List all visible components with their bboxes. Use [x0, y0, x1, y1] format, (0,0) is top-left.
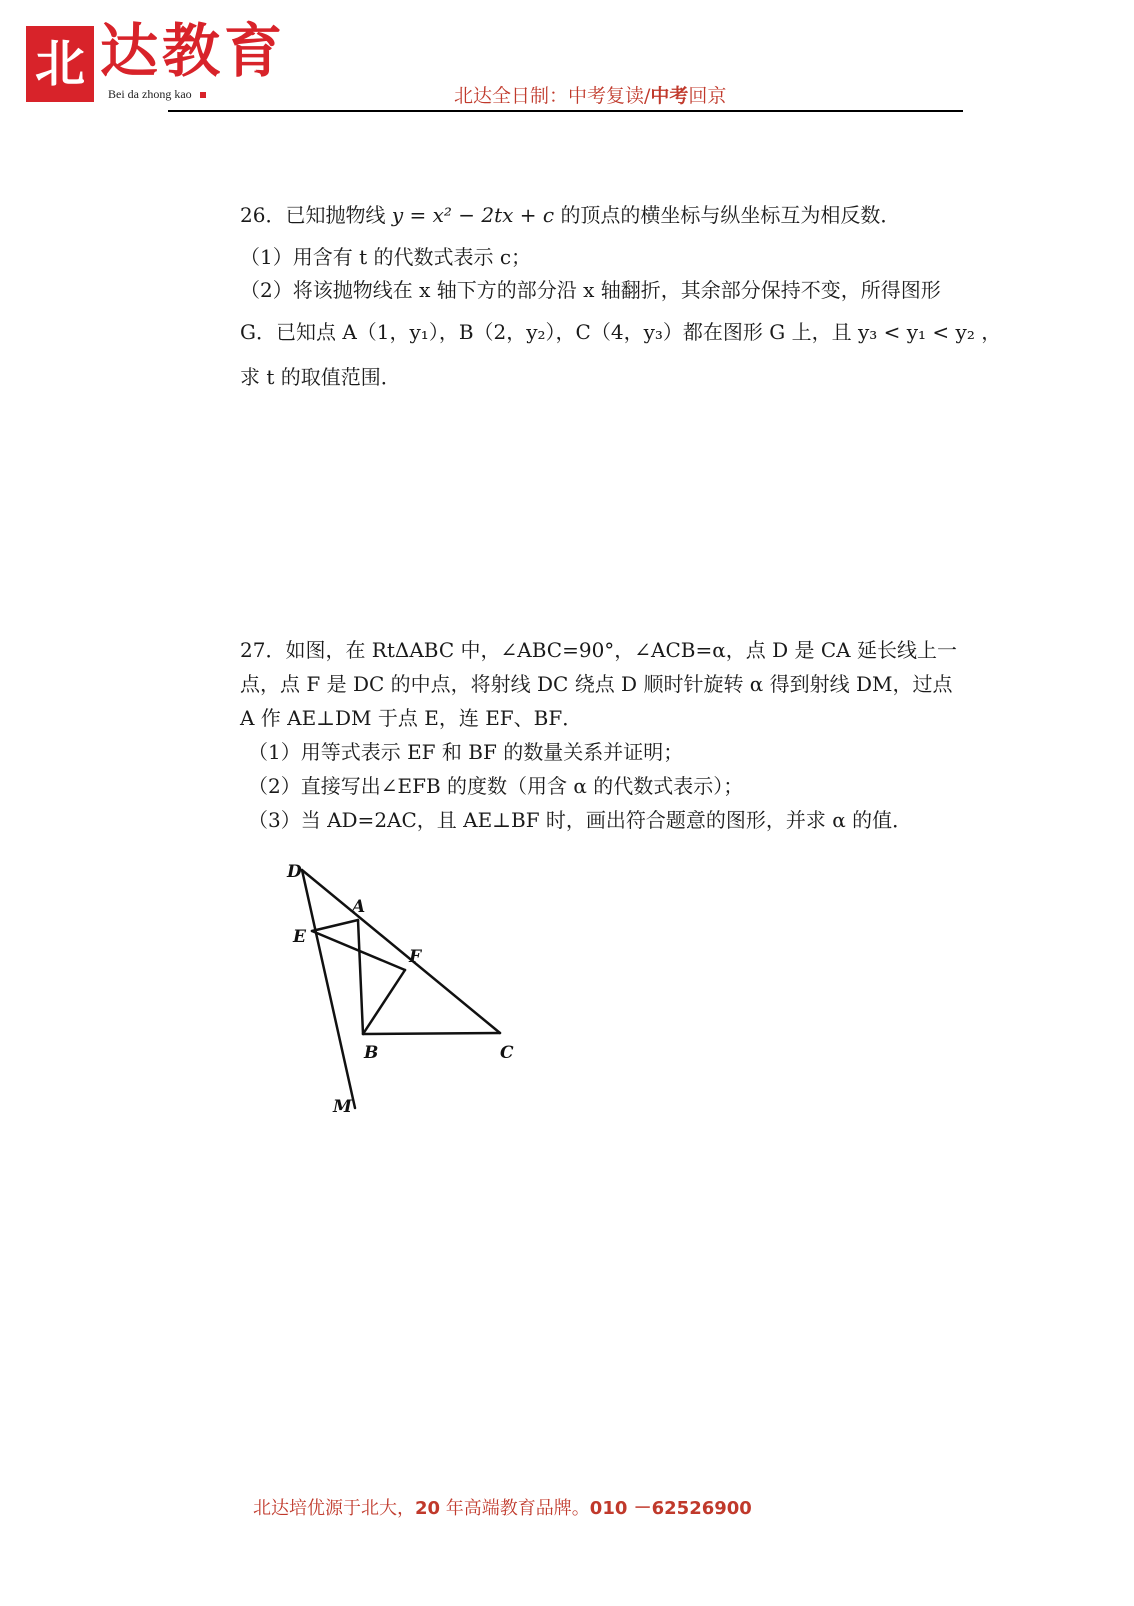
label-f: F	[409, 947, 422, 967]
tagline-bold: 中考	[650, 85, 689, 107]
q26-part2-line1: （2）将该抛物线在 x 轴下方的部分沿 x 轴翻折，其余部分保持不变，所得图形	[240, 278, 941, 302]
q26-formula: y = x² − 2tx + c	[391, 203, 555, 227]
header-tagline	[454, 87, 726, 106]
label-c: C	[500, 1043, 514, 1063]
q27-part2: （2）直接写出∠EFB 的度数（用含 α 的代数式表示）；	[248, 774, 744, 798]
q26-stem	[240, 203, 900, 228]
q26-stem-pre: 26．已知抛物线	[240, 203, 386, 227]
footer-text-mid: 年高端教育品牌。	[440, 1498, 590, 1519]
q26-stem-post: 的顶点的横坐标与纵坐标互为相反数．	[560, 203, 901, 227]
q27-part1: （1）用等式表示 EF 和 BF 的数量关系并证明；	[248, 740, 684, 764]
label-d: D	[287, 862, 302, 882]
q27-stem-line2: 点，点 F 是 DC 的中点，将射线 DC 绕点 D 顺时针旋转 α 得到射线 DM，过点	[240, 672, 953, 696]
footer-text-pre: 北达培优源于北大，	[253, 1498, 415, 1519]
geometry-figure	[270, 860, 530, 1120]
q26-part1: （1）用含有 t 的代数式表示 c；	[240, 245, 532, 269]
q27-stem-line3: A 作 AE⊥DM 于点 E，连 EF、BF．	[240, 706, 583, 730]
segment-ae	[312, 920, 358, 931]
logo-mark: 北	[26, 26, 94, 102]
label-e: E	[293, 927, 306, 947]
tagline-prefix: 北达全日制：中考复读/	[454, 85, 651, 107]
logo-subtitle: Bei da zhong kao	[108, 87, 206, 102]
q27-part3: （3）当 AD=2AC，且 AE⊥BF 时，画出符合题意的图形，并求 α 的值．	[248, 808, 913, 832]
label-b: B	[364, 1043, 379, 1063]
segment-bc	[363, 1033, 500, 1034]
segment-ab	[358, 920, 363, 1034]
footer-years: 20	[415, 1498, 441, 1519]
q26-part2-line2: G．已知点 A（1，y₁），B（2，y₂），C（4，y₃）都在图形 G 上，且 y₃ < y₁ < y₂ ，	[240, 320, 1002, 344]
footer-slogan	[253, 1494, 752, 1520]
q27-stem-line1: 27．如图，在 RtΔABC 中，∠ABC=90°，∠ACB=α，点 D 是 CA 延长线上一	[240, 638, 957, 662]
label-m: M	[333, 1097, 352, 1117]
q26-part2-line3: 求 t 的取值范围．	[240, 365, 401, 389]
tagline-suffix: 回京	[688, 85, 727, 107]
logo-text: 达教育	[100, 17, 287, 85]
header-divider	[168, 110, 963, 112]
segment-bf	[363, 970, 405, 1034]
footer-phone: 010 －62526900	[589, 1498, 752, 1519]
label-a: A	[352, 897, 366, 917]
